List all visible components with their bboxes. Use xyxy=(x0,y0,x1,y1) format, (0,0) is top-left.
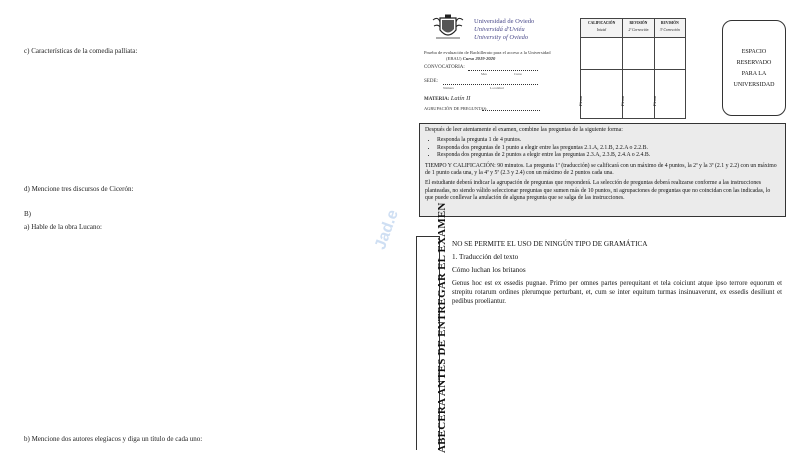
tiempo-calificacion: TIEMPO Y CALIFICACIÓN: 90 minutos. La pregunta 1ª (traducción) se calificará con un máximo de 4 puntos, la 2ª y la 3ª (2.1 y 2.2) con un máximo de 1 punto cada una, y la 4ª y 5ª (2.3 y 2.4) con un máximo de 2 puntos cada una. xyxy=(425,162,777,177)
university-name-es: Universidad de Oviedo xyxy=(474,18,535,25)
numero-caption: Número xyxy=(443,86,455,90)
reserved-line: UNIVERSIDAD xyxy=(733,81,775,88)
convocatoria-field[interactable] xyxy=(468,70,538,71)
university-name-en: University of Oviedo xyxy=(474,34,529,41)
reserved-line: RESERVADO xyxy=(736,59,772,66)
prueba-line-2: (EBAU) Curso 2019-2020 xyxy=(446,56,496,61)
student-note: El estudiante deberá indicar la agrupación de preguntas que responderá. La selección de preguntas deberá realizarse conforme a las instrucciones planteadas, no siendo válido seleccionar preguntas que sumen más de 10 puntos, ni agrupaciones de preguntas que no coincidan con las indicadas, lo que puede conllevar la anulación de alguna pregunta que se salga de las instrucciones. xyxy=(425,180,771,202)
question-b: b) Mencione dos autores elegíacos y diga un título de cada uno: xyxy=(24,435,203,443)
latin-passage: Genus hoc est ex essedis pugnae. Primo per omnes partes perequitant et tela coiciunt atque ipso terrore equorum et strepitu rotarum ordines plerumque perturbant, et, cum se inter equitum turmas insinuaverunt, ex essedis desiliunt et pedibus proeliantur. xyxy=(452,280,782,305)
instruction-item: • Responda dos preguntas de 2 puntos a elegir entre las preguntas 2.3.A, 2.3.B, 2.4.A o 2.4.B. xyxy=(437,152,780,159)
instructions-box xyxy=(419,123,786,217)
grade-cell-revision-2[interactable] xyxy=(623,38,654,70)
mes-caption: Mes xyxy=(481,72,487,76)
sede-field[interactable] xyxy=(443,84,538,85)
convocatoria-label: CONVOCATORIA: xyxy=(424,65,465,70)
sede-label: SEDE: xyxy=(424,79,438,84)
reserved-space-box xyxy=(722,20,786,116)
prueba-line-1: Prueba de evaluación de Bachillerato para el acceso a la Universidad xyxy=(424,50,551,55)
question-d: d) Mencione tres discursos de Cicerón: xyxy=(24,185,134,193)
agrupacion-field[interactable] xyxy=(482,110,540,111)
text-title: Cómo luchan los britanos xyxy=(452,266,526,274)
section-b-label: B) xyxy=(24,210,31,218)
grade-cell-revision-3[interactable] xyxy=(654,38,685,70)
instructions-list xyxy=(437,137,780,159)
instruction-item: • Responda la pregunta 1 de 4 puntos. xyxy=(437,137,780,144)
vertical-header-strip xyxy=(416,202,448,453)
firma-cell-initial[interactable]: Firma xyxy=(581,70,623,119)
grade-header-revision-3: REVISIÓN 3ª Corrección xyxy=(654,19,685,38)
question-a: a) Hable de la obra Lucano: xyxy=(24,223,102,231)
agrupacion-label: AGRUPACIÓN DE PREGUNTAS: xyxy=(424,106,488,111)
localidad-caption: Localidad xyxy=(490,86,504,90)
firma-cell-revision-2[interactable]: Firma xyxy=(623,70,654,119)
materia-row: MATERIA: Latín II xyxy=(424,95,471,102)
university-crest-icon xyxy=(430,14,466,42)
no-grammar-notice: NO SE PERMITE EL USO DE NINGÚN TIPO DE GRAMÁTICA xyxy=(452,240,648,248)
grades-table xyxy=(580,18,686,119)
reserved-line: PARA LA xyxy=(741,70,767,77)
reserved-line: ESPACIO xyxy=(741,48,767,55)
question-c: c) Características de la comedia palliata: xyxy=(24,47,138,55)
instruction-item: • Responda dos preguntas de 1 punto a elegir entre las preguntas 2.1.A, 2.1.B, 2.2.A o 2.2.B. xyxy=(437,145,780,152)
grade-cell-initial[interactable] xyxy=(581,38,623,70)
grade-header-revision-2: REVISIÓN 2ª Corrección xyxy=(623,19,654,38)
firma-cell-revision-3[interactable]: Firma xyxy=(654,70,685,119)
grade-header-initial: CALIFICACIÓN Inicial xyxy=(581,19,623,38)
instructions-intro: Después de leer atentamente el examen, combine las preguntas de la siguiente forma: xyxy=(425,127,623,133)
university-name-ast: Universidá d'Uviéu xyxy=(474,26,525,33)
curso-caption: Curso xyxy=(514,72,523,76)
vertical-header-text: ABECERA ANTES DE ENTREGAR EL EXAMEN xyxy=(436,202,448,453)
question-1-heading: 1. Traducción del texto xyxy=(452,253,519,261)
watermark: Jad.e xyxy=(372,207,402,252)
